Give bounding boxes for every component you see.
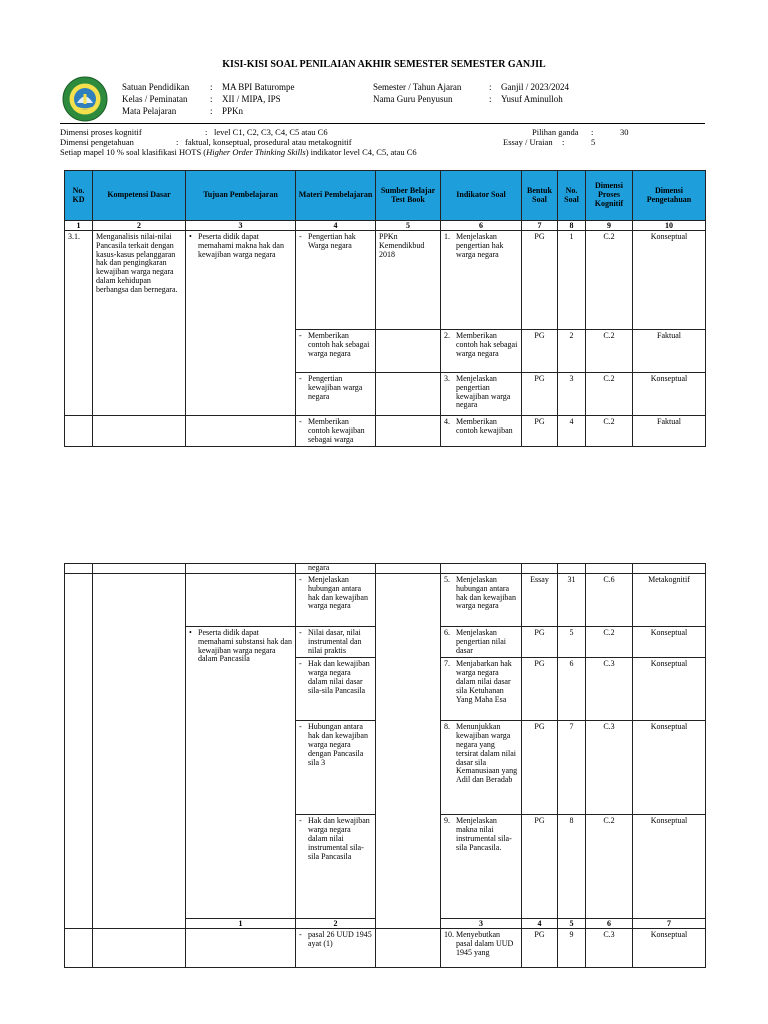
cell-tujuan-pembelajaran <box>186 416 296 447</box>
colon: : <box>591 127 594 137</box>
colon: : <box>205 127 208 137</box>
cell-bentuk: PG <box>522 815 558 919</box>
colon: : <box>562 137 565 147</box>
cell-sumber <box>376 574 441 929</box>
cell-materi: - Menjelaskan hubungan antara hak dan kewajiban warga negara <box>296 574 376 627</box>
column-number: 7 <box>633 919 706 929</box>
hots-note-pre: Setiap mapel 10 % soal klasifikasi HOTS ( <box>60 147 207 157</box>
header-no-kd: No. KD <box>65 171 93 221</box>
column-number: 8 <box>558 221 586 231</box>
cell-sumber <box>376 416 441 447</box>
hots-note-post: ) indikator level C4, C5, atau C6 <box>305 147 417 157</box>
cell-no-soal: 7 <box>558 721 586 815</box>
cell-indikator: 8. Menunjukkan kewajiban warga negara yang tersirat dalam nilai dasar sila Kemanusiaan yang Adil dan Beradab <box>441 721 522 815</box>
column-number: 1 <box>65 221 93 231</box>
column-number-row <box>65 221 706 231</box>
cell-bentuk: PG <box>522 330 558 373</box>
cell-tujuan-pembelajaran <box>186 574 296 627</box>
cell-kompetensi-dasar <box>93 564 186 574</box>
cell-kompetensi-dasar <box>93 416 186 447</box>
value-semester: Ganjil / 2023/2024 <box>501 82 569 92</box>
cell-tujuan-pembelajaran: • Peserta didik dapat memahami makna hak dan kewajiban warga negara <box>186 231 296 416</box>
column-number: 6 <box>586 919 633 929</box>
kisi-kisi-table-page-2 <box>64 563 706 968</box>
pg-count: 30 <box>620 127 629 137</box>
cell-sumber <box>376 929 441 968</box>
cell-pengetahuan: Metakognitif <box>633 574 706 627</box>
table-row <box>65 929 706 968</box>
cell-bentuk: PG <box>522 929 558 968</box>
cell-materi: - Nilai dasar, nilai instrumental dan nilai praktis <box>296 627 376 658</box>
table-row <box>65 416 706 447</box>
cell-bentuk: PG <box>522 231 558 330</box>
cell-sumber <box>376 373 441 416</box>
cell-bentuk: PG <box>522 373 558 416</box>
cell-no-kd: 3.1. <box>65 231 93 416</box>
column-number: 7 <box>522 221 558 231</box>
table-row <box>65 574 706 627</box>
cell-sumber <box>376 564 441 574</box>
column-number: 2 <box>93 221 186 231</box>
cell-kompetensi-dasar <box>93 929 186 968</box>
cell-indikator: 9. Menjelaskan makna nilai instrumental sila-sila Pancasila. <box>441 815 522 919</box>
cell-bentuk: PG <box>522 721 558 815</box>
cell-indikator: 2. Memberikan contoh hak sebagai warga negara <box>441 330 522 373</box>
cell-kognitif: C.3 <box>586 929 633 968</box>
cell-pengetahuan: Faktual <box>633 330 706 373</box>
colon: : <box>176 137 179 147</box>
cell-no-kd <box>65 416 93 447</box>
tujuan-text: Peserta didik dapat memahami makna hak dan kewajiban warga negara <box>198 232 284 259</box>
cell-tujuan-pembelajaran: • Peserta didik dapat memahami substansi hak dan kewajiban warga negara dalam Pancasila <box>186 627 296 919</box>
value-guru: Yusuf Aminulloh <box>501 94 563 104</box>
essay-count: 5 <box>591 137 596 147</box>
dimensi-kognitif-label: Dimensi proses kognitif <box>60 127 142 137</box>
cell-pengetahuan: Faktual <box>633 416 706 447</box>
header-bentuk-soal: Bentuk Soal <box>522 171 558 221</box>
cell-bentuk <box>522 564 558 574</box>
cell-bentuk: PG <box>522 416 558 447</box>
header-dimensi-proses-kognitif: Dimensi Proses Kognitif <box>586 171 633 221</box>
cell-indikator: 10. Menyebutkan pasal dalam UUD 1945 yang <box>441 929 522 968</box>
cell-no-soal: 3 <box>558 373 586 416</box>
essay-label: Essay / Uraian <box>503 137 553 147</box>
column-number: 9 <box>586 221 633 231</box>
cell-kognitif: C.6 <box>586 574 633 627</box>
cell-sumber <box>376 330 441 373</box>
cell-pengetahuan <box>633 564 706 574</box>
cell-pengetahuan: Konseptual <box>633 721 706 815</box>
dimensi-pengetahuan-label: Dimensi pengetahuan <box>60 137 134 147</box>
cell-no-soal: 31 <box>558 574 586 627</box>
cell-pengetahuan: Konseptual <box>633 815 706 919</box>
column-number: 2 <box>296 919 376 929</box>
hots-note <box>60 148 417 158</box>
cell-materi-fragment: negara <box>296 564 376 574</box>
column-number: 5 <box>558 919 586 929</box>
column-number: 10 <box>633 221 706 231</box>
table-header-row <box>65 171 706 221</box>
table-row <box>65 564 706 574</box>
dimensi-kognitif-value: level C1, C2, C3, C4, C5 atau C6 <box>214 127 328 137</box>
tujuan-text: Peserta didik dapat memahami substansi hak dan kewajiban warga negara dalam Pancasila <box>198 628 292 664</box>
value-mata-pelajaran: PPKn <box>222 106 244 116</box>
cell-materi: - pasal 26 UUD 1945 ayat (1) <box>296 929 376 968</box>
column-number: 4 <box>296 221 376 231</box>
cell-pengetahuan: Konseptual <box>633 627 706 658</box>
column-number: 1 <box>186 919 296 929</box>
kisi-kisi-table-page-1 <box>64 170 706 447</box>
cell-materi: - Memberikan contoh kewajiban sebagai warga <box>296 416 376 447</box>
cell-no-soal: 4 <box>558 416 586 447</box>
cell-kognitif: C.2 <box>586 815 633 919</box>
header-no-soal: No. Soal <box>558 171 586 221</box>
cell-kognitif: C.2 <box>586 416 633 447</box>
cell-indikator: 7. Menjabarkan hak warga negara dalam nilai dasar sila Ketuhanan Yang Maha Esa <box>441 658 522 721</box>
pg-label: Pilihan ganda <box>532 127 579 137</box>
header-materi-pembelajaran: Materi Pembelajaran <box>296 171 376 221</box>
cell-sumber: PPKn Kemendikbud 2018 <box>376 231 441 330</box>
cell-kognitif: C.2 <box>586 627 633 658</box>
label-mata-pelajaran: Mata Pelajaran <box>122 106 177 116</box>
cell-materi: - Hubungan antara hak dan kewajiban warga negara dengan Pancasila sila 3 <box>296 721 376 815</box>
cell-materi: - Pengertian hak Warga negara <box>296 231 376 330</box>
colon: : <box>210 106 213 116</box>
value-satuan-pendidikan: MA BPI Baturompe <box>222 82 295 92</box>
cell-kognitif: C.2 <box>586 330 633 373</box>
column-number: 3 <box>186 221 296 231</box>
cell-no-soal: 9 <box>558 929 586 968</box>
cell-bentuk: Essay <box>522 574 558 627</box>
cell-materi: - Hak dan kewajiban warga negara dalam nilai instrumental sila-sila Pancasila <box>296 815 376 919</box>
cell-kognitif: C.2 <box>586 231 633 330</box>
cell-materi: - Pengertian kewajiban warga negara <box>296 373 376 416</box>
cell-kognitif: C.3 <box>586 721 633 815</box>
colon: : <box>210 82 213 92</box>
school-logo <box>62 76 108 122</box>
header-indikator-soal: Indikator Soal <box>441 171 522 221</box>
colon: : <box>210 94 213 104</box>
cell-kognitif <box>586 564 633 574</box>
cell-no-soal: 5 <box>558 627 586 658</box>
column-number: 5 <box>376 221 441 231</box>
document-title: KISI-KISI SOAL PENILAIAN AKHIR SEMESTER SEMESTER GANJIL <box>222 59 546 70</box>
label-kelas: Kelas / Peminatan <box>122 94 188 104</box>
cell-no-kd <box>65 564 93 574</box>
cell-no-soal: 6 <box>558 658 586 721</box>
header-sumber-belajar: Sumber Belajar Test Book <box>376 171 441 221</box>
cell-tujuan-pembelajaran <box>186 564 296 574</box>
cell-bentuk: PG <box>522 658 558 721</box>
cell-no-kd <box>65 929 93 968</box>
cell-pengetahuan: Konseptual <box>633 929 706 968</box>
cell-pengetahuan: Konseptual <box>633 231 706 330</box>
cell-no-soal <box>558 564 586 574</box>
cell-kognitif: C.3 <box>586 658 633 721</box>
cell-no-soal: 8 <box>558 815 586 919</box>
cell-indikator <box>441 564 522 574</box>
label-satuan-pendidikan: Satuan Pendidikan <box>122 82 190 92</box>
column-number: 6 <box>441 221 522 231</box>
cell-indikator: 6. Menjelaskan pengertian nilai dasar <box>441 627 522 658</box>
cell-pengetahuan: Konseptual <box>633 373 706 416</box>
column-number: 3 <box>441 919 522 929</box>
cell-indikator: 3. Menjelaskan pengertian kewajiban warga negara <box>441 373 522 416</box>
cell-materi: - Memberikan contoh hak sebagai warga negara <box>296 330 376 373</box>
cell-materi: - Hak dan kewajiban warga negara dalam nilai dasar sila-sila Pancasila <box>296 658 376 721</box>
header-divider <box>60 123 705 124</box>
header-kompetensi-dasar: Kompetensi Dasar <box>93 171 186 221</box>
hots-note-italic: Higher Order Thinking Skills <box>206 147 306 157</box>
column-number: 4 <box>522 919 558 929</box>
cell-indikator: 4. Memberikan contoh kewajiban <box>441 416 522 447</box>
header-tujuan-pembelajaran: Tujuan Pembelajaran <box>186 171 296 221</box>
cell-indikator: 5. Menjelaskan hubungan antara hak dan kewajiban warga negara <box>441 574 522 627</box>
cell-kognitif: C.2 <box>586 373 633 416</box>
colon: : <box>489 94 492 104</box>
cell-no-soal: 2 <box>558 330 586 373</box>
value-kelas: XII / MIPA, IPS <box>222 94 281 104</box>
cell-indikator: 1. Menjelaskan pengertian hak warga negara <box>441 231 522 330</box>
colon: : <box>489 82 492 92</box>
cell-kompetensi-dasar: Menganalisis nilai-nilai Pancasila terkait dengan kasus-kasus pelanggaran hak dan pengingkaran kewajiban warga negara dalam kehidupan berbangsa dan bernegara. <box>93 231 186 416</box>
cell-no-soal: 1 <box>558 231 586 330</box>
cell-tujuan-pembelajaran <box>186 929 296 968</box>
cell-pengetahuan: Konseptual <box>633 658 706 721</box>
cell-bentuk: PG <box>522 627 558 658</box>
cell-kompetensi-dasar <box>93 574 186 929</box>
label-semester: Semester / Tahun Ajaran <box>373 82 462 92</box>
cell-no-kd <box>65 574 93 929</box>
table-row <box>65 231 706 330</box>
label-guru: Nama Guru Penyusun <box>373 94 453 104</box>
dimensi-pengetahuan-value: faktual, konseptual, prosedural atau metakognitif <box>185 137 352 147</box>
header-dimensi-pengetahuan: Dimensi Pengetahuan <box>633 171 706 221</box>
